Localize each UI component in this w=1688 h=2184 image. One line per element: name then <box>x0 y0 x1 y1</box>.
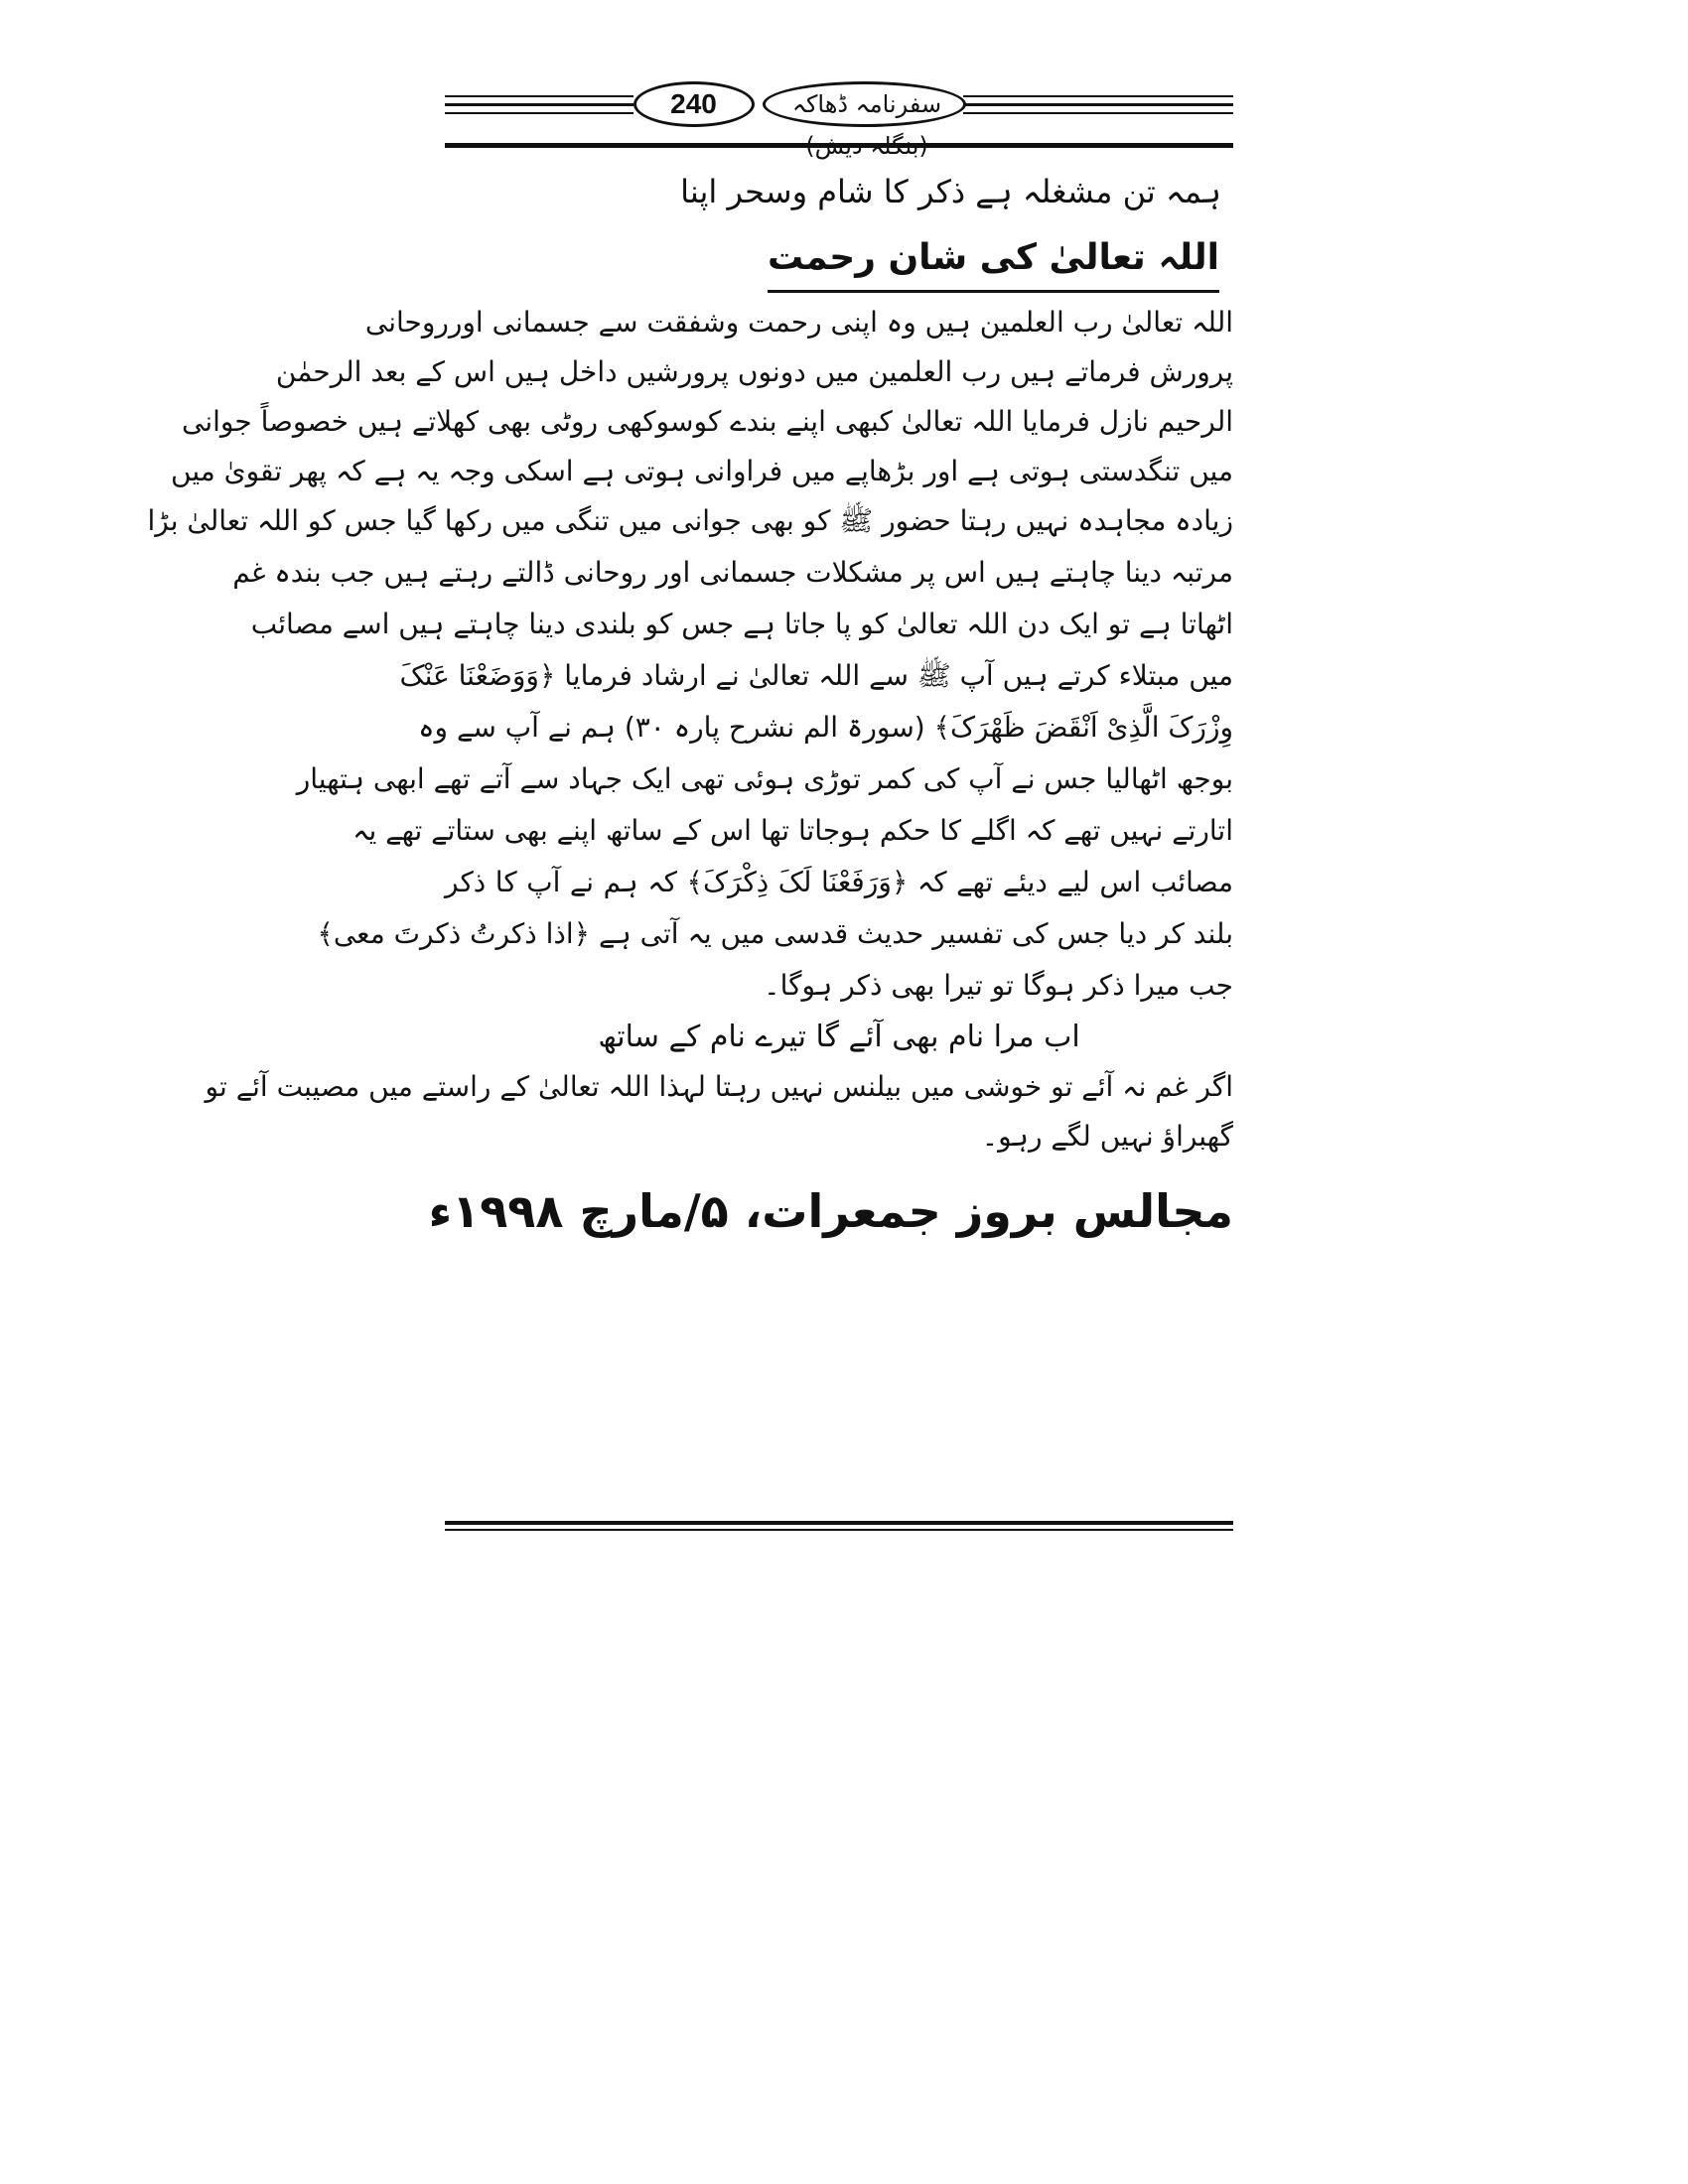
section-heading: اللہ تعالیٰ کی شان رحمت <box>768 230 1219 293</box>
closing-line: گھبراؤ نہیں لگے رہو۔ <box>981 1120 1233 1153</box>
paragraph-line: بلند کر دیا جس کی تفسیر حدیث قدسی میں یہ آتی ہے ﴿اذا ذکرتُ ذکرتَ معی﴾ <box>317 917 1233 950</box>
paragraph-line: مصائب اس لیے دیئے تھے کہ ﴿وَرَفَعْنَا لَکَ ذِکْرَکَ﴾ کہ ہم نے آپ کا ذکر <box>445 866 1233 898</box>
paragraph-line: اللہ تعالیٰ رب العلمین ہیں وہ اپنی رحمت وشفقت سے جسمانی اورروحانی <box>364 306 1233 339</box>
session-date: مجالس بروز جمعرات، ۵/مارچ ۱۹۹۸ء <box>428 1184 1233 1238</box>
paragraph-line: پرورش فرماتے ہیں رب العلمین میں دونوں پرورشیں داخل ہیں اس کے بعد الرحمٰن <box>275 355 1233 388</box>
header-line-right-bot <box>963 112 1233 114</box>
paragraph-line: اتارتے نہیں تھے کہ اگلے کا حکم ہوجاتا تھا اس کے ساتھ اپنے بھی ستاتے تھے یہ <box>352 814 1233 847</box>
page-header <box>445 81 1233 151</box>
paragraph-line: میں تنگدستی ہوتی ہے اور بڑھاپے میں فراوانی ہوتی ہے اسکی وجہ یہ ہے کہ پھر تقویٰ میں <box>171 455 1233 487</box>
closing-line: اگر غم نہ آئے تو خوشی میں بیلنس نہیں رہتا لہذا اللہ تعالیٰ کے راستے میں مصیبت آئے تو <box>205 1070 1233 1103</box>
paragraph-line: جب میرا ذکر ہوگا تو تیرا بھی ذکر ہوگا۔ <box>764 969 1233 1002</box>
footer-rule-thick <box>445 1521 1233 1525</box>
header-line-left-bot <box>445 112 633 114</box>
paragraph-line: زیادہ مجاہدہ نہیں رہتا حضور ﷺ کو بھی جوانی میں تنگی میں رکھا گیا جس کو اللہ تعالیٰ بڑا <box>147 504 1233 537</box>
header-line-left-mid <box>445 103 633 106</box>
paragraph-line: بوجھ اٹھالیا جس نے آپ کی کمر توڑی ہوئی تھی ایک جہاد سے آتے تھے ابھی ہتھیار <box>296 762 1233 795</box>
running-title: سفرنامہ ڈھاکہ <box>791 90 942 118</box>
header-line-right-mid <box>963 103 1233 106</box>
header-rule <box>445 143 1233 148</box>
paragraph-line: وِزْرَکَ الَّذِیْ اَنْقَضَ ظَھْرَکَ﴾ (سورۃ الم نشرح پارہ ۳۰) ہم نے آپ سے وہ <box>418 711 1233 744</box>
paragraph-line: اٹھاتا ہے تو ایک دن اللہ تعالیٰ کو پا جاتا ہے جس کو بلندی دینا چاہتے ہیں اسے مصائب <box>250 608 1233 640</box>
opening-verse: ہمہ تن مشغلہ ہے ذکر کا شام وسحر اپنا <box>680 173 1221 210</box>
paragraph-line: مرتبہ دینا چاہتے ہیں اس پر مشکلات جسمانی اور روحانی ڈالتے رہتے ہیں جب بندہ غم <box>232 556 1233 589</box>
page-number: 240 <box>670 88 717 119</box>
header-line-right-top <box>963 95 1233 97</box>
footer-rule-thin <box>445 1529 1233 1531</box>
header-line-left-top <box>445 95 633 97</box>
paragraph-line: الرحیم نازل فرمایا اللہ تعالیٰ کبھی اپنے بندے کوسوکھی روٹی بھی کھلاتے ہیں خصوصاً جوانی <box>182 405 1233 438</box>
paragraph-line: میں مبتلاء کرتے ہیں آپ ﷺ سے اللہ تعالیٰ نے ارشاد فرمایا ﴿وَوَضَعْنَا عَنْکَ <box>399 659 1233 692</box>
couplet-line: اب مرا نام بھی آئے گا تیرے نام کے ساتھ <box>598 1020 1080 1054</box>
